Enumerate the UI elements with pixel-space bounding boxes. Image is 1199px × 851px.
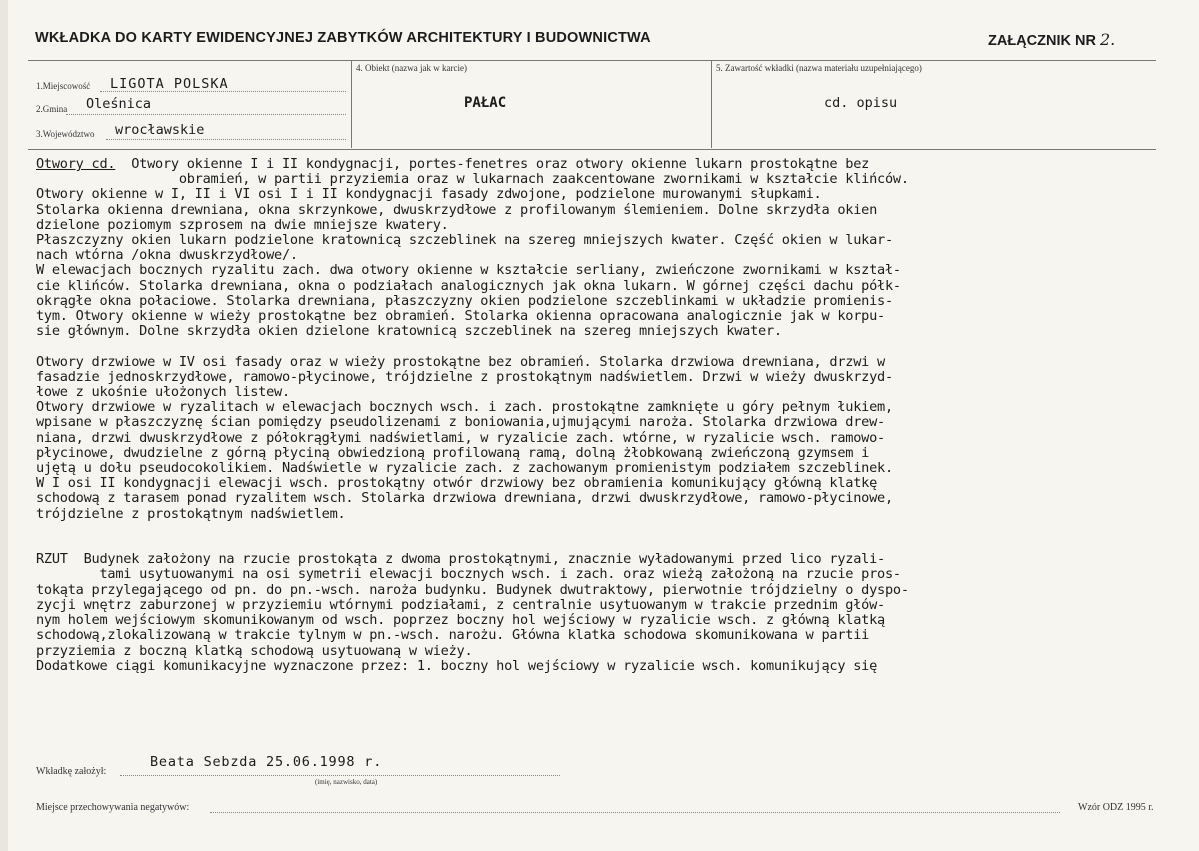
wojewodztwo-label: 3.Województwo (36, 129, 95, 139)
attachment-number (988, 30, 1115, 49)
obiekt-value: PAŁAC (464, 95, 507, 111)
form-version: Wzór ODZ 1995 r. (1078, 802, 1154, 813)
miejsce-label: Miejsce przechowywania negatywów: (36, 802, 190, 813)
wkladke-value: Beata Sebzda 25.06.1998 r. (150, 754, 383, 770)
wojewodztwo-value: wrocławskie (115, 122, 205, 138)
zawartosc-label: 5. Zawartość wkładki (nazwa materiału uzupełniającego) (716, 63, 922, 73)
document-title: WKŁADKA DO KARTY EWIDENCYJNEJ ZABYTKÓW ARCHITEKTURY I BUDOWNICTWA (35, 30, 651, 46)
divider-2 (711, 60, 712, 148)
wkladke-label: Wkładkę założył: (36, 766, 107, 777)
zawartosc-value: cd. opisu (824, 95, 898, 111)
attachment-value: 2. (1099, 30, 1116, 49)
gmina-value: Oleśnica (86, 96, 152, 112)
divider-1 (351, 60, 352, 148)
wojewodztwo-line (106, 139, 346, 140)
rzut-paragraph: RZUT Budynek założony na rzucie prostokąta z dwoma prostokątnymi, znacznie wyładowanymi przed lico ryzali- tami usytuowanymi na osi symetrii elewacji bocznych wsch. i zach. oraz wieżą założoną na rzucie pros- tokąta przylegającego od pn. do pn.-wsch. naroża budynku. Budynek dwutraktowy, pierwotnie trójdzielny o dyspo- zycji wnętrz zaburzonej w przyziemiu wtórnymi podziałami, z centralnie usytuowanym w trakcie przednim głów- nym holem wejściowym skomunikowanym od wsch. poprzez boczny hol wejściowy w ryzalicie wsch. z główną klatką schodową,zlokalizowaną w trakcie tylnym w pn.-wsch. narożu. Główna klatka schodowa skomunikowana w partii przyziemia z boczną klatką schodową usytuowaną w wieży. Dodatkowe ciągi komunikacyjne wyznaczone przez: 1. boczny hol wejściowy w ryzalicie wsch. komunikujący się (36, 551, 909, 674)
gmina-label: 2.Gmina (36, 104, 68, 114)
gmina-line (66, 114, 346, 115)
wkladke-hint: (imię, nazwisko, data) (315, 778, 378, 786)
miejsce-line (210, 812, 1060, 813)
page-edge (0, 0, 8, 851)
miejscowosc-value: LIGOTA POLSKA (110, 76, 229, 92)
miejscowosc-line (100, 91, 346, 92)
otwory-paragraph: Otwory okienne I i II kondygnacji, portes-fenetres oraz otwory okienne lukarn prostokątne bez obramień, w partii przyziemia oraz w lukarnach zaakcentowane zwornikami w kształcie klińców. Otwory okienne w I, II i VI osi I i II kondygnacji fasady zdwojone, podzielone murowanymi słupkami. Stolarka okienna drewniana, okna skrzynkowe, dwuskrzydłowe z profilowanym ślemieniem. Dolne skrzydła okien dzielone poziomym szprosem na dwie mniejsze kwatery. Płaszczyzny okien lukarn podzielone kratownicą szczeblinek na szereg mniejszych kwater. Część okien w lukar- nach wtórna /okna dwuskrzydłowe/. W elewacjach bocznych ryzalitu zach. dwa otwory okienne w kształcie serliany, zwieńczone zwornikami w kształ- cie klińców. Stolarka drewniana, okna o podziałach analogicznych jak okna lukarn. W górnej części dachu półk- okrągłe okna połaciowe. Stolarka drewniana, płaszczyzny okien podzielone szczeblinkami w układzie promienis- tym. Otwory okienne w wieży prostokątne bez obramień. Stolarka okienna opracowana analogicznie jak w korpu- sie głównym. Dolne skrzydła okien dzielone kratownicą szczeblinek na szereg mniejszych kwater. Otwory drzwiowe w IV osi fasady oraz w wieży prostokątne bez obramień. Stolarka drzwiowa drewniana, drzwi w fasadzie jednoskrzydłowe, ramowo-płycinowe, trójdzielne z prostokątnym nadświetlem. Drzwi w wieży dwuskrzyd- łowe z ukośnie ułożonych listew. Otwory drzwiowe w ryzalitach w elewacjach bocznych wsch. i zach. prostokątne zamknięte u góry pełnym łukiem, wpisane w płaszczyznę ścian pomiędzy pseudolizenami z boniowania,ujmującymi naroża. Stolarka drzwiowa drew- niana, drzwi dwuskrzydłowe z półokrągłymi nadświetlami, w ryzalicie zach. wtórne, w ryzalicie wsch. ramowo- płycinowe, dwudzielne z górną płyciną obwiedzioną profilowaną ramą, dolną żłobkowaną zwieńczoną gzymsem i ujętą u dołu pseudocokolikiem. Nadświetle w ryzalicie zach. z zachowanym promienistym podziałem szczeblinek. W I osi II kondygnacji elewacji wsch. prostokątny otwór drzwiowy bez obramienia komunikujący główną klatkę schodową z tarasem ponad ryzalitem wsch. Stolarka drzwiowa drewniana, drzwi dwuskrzydłowe, ramowo-płycinowe, trójdzielne z prostokątnym nadświetlem. (36, 156, 909, 522)
miejscowosc-label: 1.Miejscowość (36, 81, 91, 91)
section-title-otwory: Otwory cd. (36, 156, 116, 172)
wkladke-line (120, 775, 560, 776)
obiekt-label: 4. Obiekt (nazwa jak w karcie) (356, 63, 467, 73)
attachment-label: ZAŁĄCZNIK NR (988, 33, 1096, 49)
description-text (36, 157, 1166, 674)
